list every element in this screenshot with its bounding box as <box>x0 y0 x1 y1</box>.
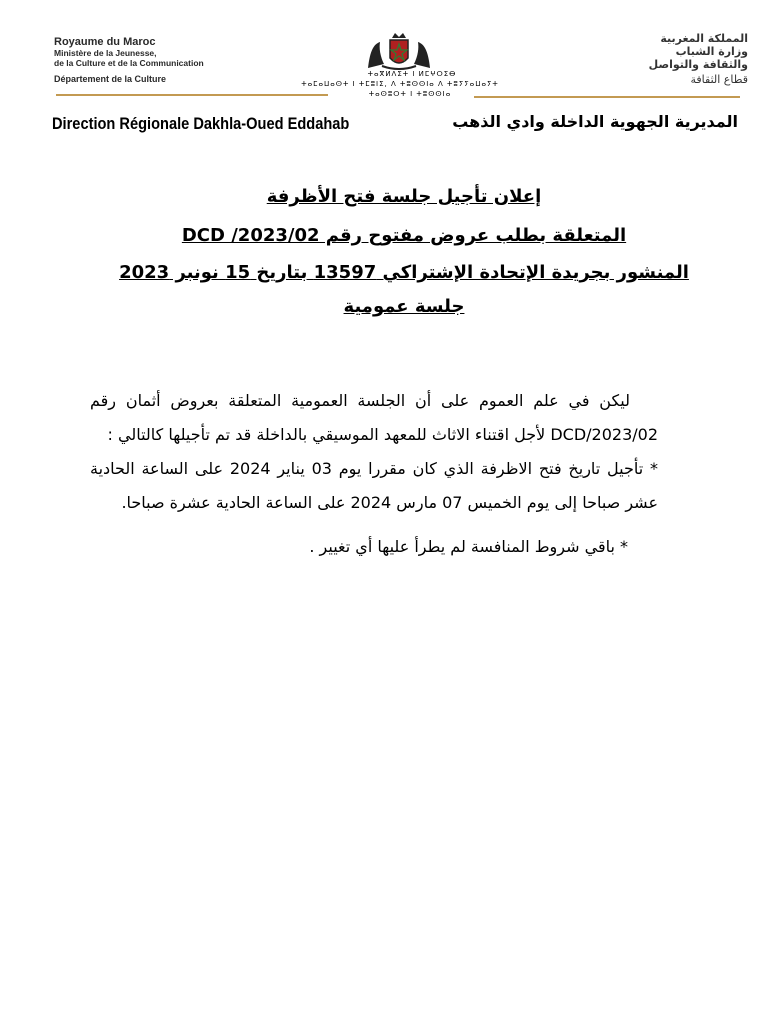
ar-kingdom: المملكة المغربية <box>660 32 748 45</box>
ar-department: قطاع الثقافة <box>690 73 748 86</box>
ar-ministry-line-1: وزارة الشباب <box>675 45 748 58</box>
region-name-french: Direction Régionale Dakhla-Oued Eddahab <box>52 114 350 133</box>
letterhead-french <box>54 36 274 84</box>
letterhead-arabic <box>600 32 748 86</box>
body-paragraph-1: ليكن في علم العموم على أن الجلسة العمومية المتعلقة بعروض أثمان رقم DCD/2023/02 لأجل اقتناء الاثاث للمعهد الموسيقي بالداخلة قد تم تأجيلها كالتالي : <box>90 391 658 444</box>
fr-ministry-line-2: de la Culture et de la Communication <box>54 58 204 68</box>
announcement-body <box>90 384 658 564</box>
rule-left <box>56 94 328 96</box>
tifinagh-line-1: ⵜⴰⴳⵍⴷⵉⵜ ⵏ ⵍⵎⵖⵔⵉⴱ <box>367 70 457 78</box>
title-publication: المنشور بجريدة الإتحادة الإشتراكي 13597 بتاريخ 15 نونبر 2023 <box>119 262 689 283</box>
title-postponement: إعلان تأجيل جلسة فتح الأظرفة <box>266 186 542 207</box>
rule-right <box>474 96 740 98</box>
title-tender-number: المتعلقة بطلب عروض مفتوح رقم DCD /2023/02 <box>181 225 627 246</box>
ar-ministry-line-2: والثقافة والتواصل <box>648 58 748 71</box>
tifinagh-line-3: ⵜⴰⵙⵓⵔⵜ ⵏ ⵜⵓⵙⵙⵏⴰ <box>368 90 452 98</box>
title-public-session: جلسة عمومية <box>343 296 465 317</box>
body-paragraph-2: * تأجيل تاريخ فتح الاظرفة الذي كان مقررا يوم 03 يناير 2024 على الساعة الحادية عشر صباحا إلى يوم الخميس 07 مارس 2024 على الساعة الحادية عشرة صباحا. <box>90 459 658 512</box>
body-paragraph-3: * باقي شروط المنافسة لم يطرأ عليها أي تغيير . <box>309 537 628 556</box>
fr-ministry-line-1: Ministère de la Jeunesse, <box>54 48 157 58</box>
region-name-arabic: المديرية الجهوية الداخلة وادي الذهب <box>452 112 738 131</box>
moroccan-coat-of-arms-icon <box>364 30 434 70</box>
fr-department: Département de la Culture <box>54 74 167 84</box>
letterhead <box>0 0 768 150</box>
announcement-titles <box>90 184 718 320</box>
fr-kingdom: Royaume du Maroc <box>54 36 156 48</box>
tifinagh-line-2: ⵜⴰⵎⴰⵡⴰⵙⵜ ⵏ ⵜⵎⵓⵏⵉ, ⴷ ⵜⵓⵙⵙⵏⴰ ⴷ ⵜⵓⵢⵢⴰⵡⴰⵢⵜ <box>301 80 499 88</box>
